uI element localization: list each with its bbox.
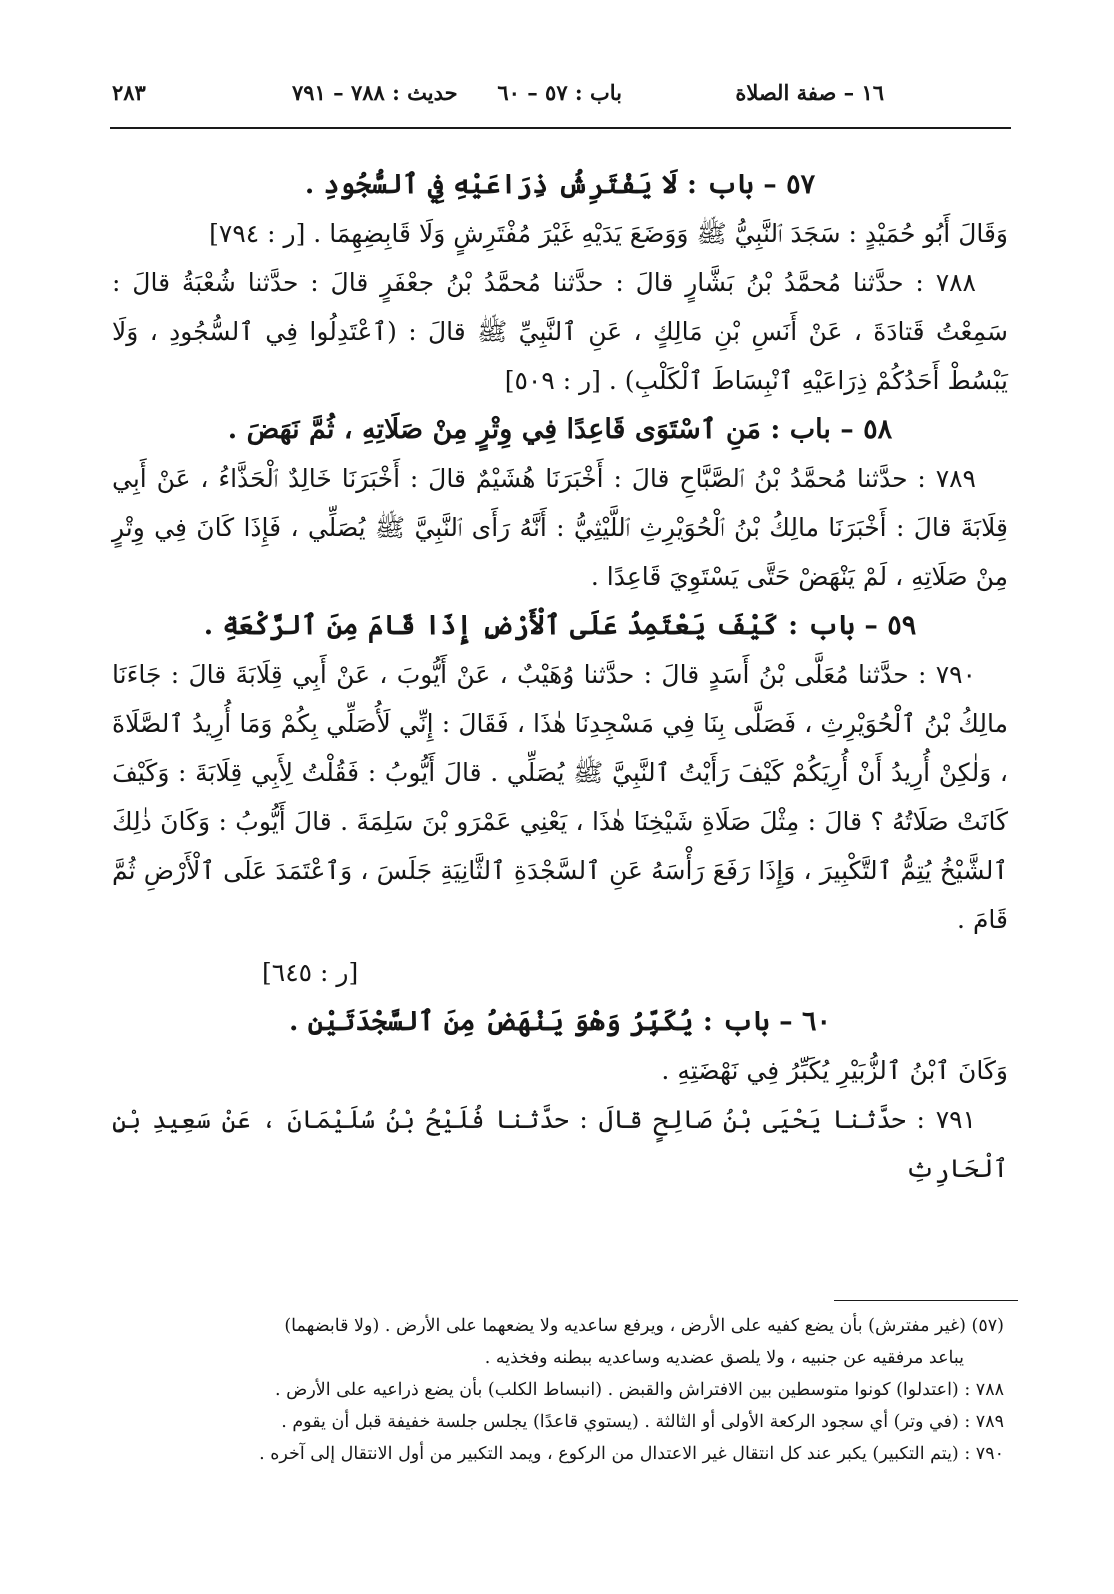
- header-bab-range: باب : ٥٧ – ٦٠: [497, 80, 622, 105]
- main-text: [112, 160, 1008, 1193]
- footnote-788: ٧٨٨ : (اعتدلوا) كونوا متوسطين بين الافتراش والقبض . (انبساط الكلب) بأن يضع ذراعيه على الأرض .: [275, 1380, 1004, 1400]
- footnote-57-continued: يباعد مرفقيه عن جنبيه ، ولا يلصق عضديه وساعديه ببطنه وفخذيه .: [484, 1348, 964, 1368]
- header-hadith-range: حديث : ٧٨٨ – ٧٩١: [292, 80, 458, 105]
- chapter-heading-58: ٥٨ – باب : مَنِ ٱسْتَوَى قَاعِدًا فِي وِتْرٍ مِنْ صَلَاتِهِ ، ثُمَّ نَهَضَ .: [227, 414, 893, 445]
- cross-reference: [ر : ٦٤٥]: [262, 958, 359, 987]
- chapter-heading-59: ٥٩ – باب : كَيْفَ يَعْتَمِدُ عَلَى ٱلْأَرْضِ إِذَا قَامَ مِنَ ٱلرَّكْعَةِ .: [203, 610, 917, 641]
- header-chapter-title: ١٦ – صفة الصلاة: [735, 80, 884, 105]
- hadith-788: ٧٨٨ : حدَّثنا مُحمَّدُ بْنُ بَشَّارٍ قالَ : حدَّثنا مُحمَّدُ بْنُ جعْفَرٍ قالَ : حدَّثنا شُعْبَةُ قالَ : سَمِعْتُ قَتادَةَ ، عَنْ أَنَسِ بْنِ مَالِكٍ ، عَنِ ٱلنَّبِيِّ ﷺ قالَ : (ٱعْتَدِلُوا فِي ٱلسُّجُودِ ، وَلَا يَبْسُطْ أَحَدُكُمْ ذِرَاعَيْهِ ٱنْبِسَاطَ ٱلْكَلْبِ) . [ر : ٥٠٩]: [112, 268, 1009, 395]
- chapter-heading-60: ٦٠ – باب : يُكَبِّرُ وَهْوَ يَنْهَضُ مِنَ ٱلسَّجْدَتَيْنِ .: [289, 1006, 831, 1037]
- hadith-791: ٧٩١ : حدَّثنا يَحْيَى بْنُ صَالِحٍ قالَ : حدَّثنا فُلَيْحُ بْنُ سُلَيْمَانَ ، عَنْ سَعِيدِ بْنِ ٱلْحَارِثِ: [112, 1105, 1008, 1183]
- chapter-heading-57: ٥٧ – باب : لَا يَفْتَرِشُ ذِرَاعَيْهِ فِي ٱلسُّجُودِ .: [304, 169, 816, 200]
- footnote-57: (٥٧) (غير مفترش) بأن يضع كفيه على الأرض ، ويرفع ساعديه ولا يضعهما على الأرض . (ولا قابضهما): [284, 1316, 1004, 1336]
- hadith-790: ٧٩٠ : حدَّثنا مُعَلَّى بْنُ أَسَدٍ قالَ : حدَّثنا وُهَيْبٌ ، عَنْ أَيُّوبَ ، عَنْ أَبِي قِلَابَةَ قالَ : جَاءَنَا مالِكُ بْنُ ٱلْحُوَيْرِثِ ، فَصَلَّى بِنَا فِي مَسْجِدِنَا هٰذَا ، فَقَالَ : إِنِّي لَأُصَلِّي بِكُمْ وَمَا أُرِيدُ ٱلصَّلَاةَ ، وَلٰكِنْ أُرِيدُ أَنْ أُرِيَكُمْ كَيْفَ رَأَيْتُ ٱلنَّبِيَّ ﷺ يُصَلِّي . قالَ أَيُّوبُ : فَقُلْتُ لِأَبِي قِلَابَةَ : وَكَيْفَ كَانَتْ صَلَاتُهُ ؟ قالَ : مِثْلَ صَلَاةِ شَيْخِنَا هٰذَا ، يَعْنِي عَمْرَو بْنَ سَلِمَةَ . قالَ أَيُّوبُ : وَكَانَ ذٰلِكَ ٱلشَّيْخُ يُتِمُّ ٱلتَّكْبِيرَ ، وَإِذَا رَفَعَ رَأْسَهُ عَنِ ٱلسَّجْدَةِ ٱلثَّانِيَةِ جَلَسَ ، وَٱعْتَمَدَ عَلَى ٱلْأَرْضِ ثُمَّ قَامَ .: [112, 660, 1008, 934]
- hadith-789: ٧٨٩ : حدَّثنا مُحمَّدُ بْنُ ٱلصَّبَّاحِ قالَ : أَخْبَرَنَا هُشَيْمٌ قالَ : أَخْبَرَنَا خَالِدٌ ٱلْحَذَّاءُ ، عَنْ أَبِي قِلَابَةَ قالَ : أَخْبَرَنَا مالِكُ بْنُ ٱلْحُوَيْرِثِ ٱللَّيْثِيُّ : أَنَّهُ رَأَى ٱلنَّبِيَّ ﷺ يُصَلِّي ، فَإِذَا كَانَ فِي وِتْرٍ مِنْ صَلَاتِهِ ، لَمْ يَنْهَضْ حَتَّى يَسْتَوِيَ قَاعِدًا .: [112, 464, 1008, 591]
- footnotes: [118, 1310, 1004, 1470]
- header-divider: [110, 127, 1011, 129]
- paragraph: وَقَالَ أَبُو حُمَيْدٍ : سَجَدَ ٱلنَّبِيُّ ﷺ وَوَضَعَ يَدَيْهِ غَيْرَ مُفْتَرِشٍ وَلَا قَابِضِهِمَا . [ر : ٧٩٤]: [209, 219, 1008, 248]
- page-number: ٢٨٣: [112, 80, 146, 105]
- running-header: [112, 80, 1002, 120]
- footnote-divider: [834, 1300, 1018, 1301]
- paragraph: وَكَانَ ٱبْنُ ٱلزُّبَيْرِ يُكَبِّرُ فِي نَهْضَتِهِ .: [661, 1056, 1008, 1085]
- footnote-789: ٧٨٩ : (في وتر) أي سجود الركعة الأولى أو الثالثة . (يستوي قاعدًا) يجلس جلسة خفيفة قبل أن يقوم .: [281, 1412, 1004, 1432]
- footnote-790: ٧٩٠ : (يتم التكبير) يكبر عند كل انتقال غير الاعتدال من الركوع ، ويمد التكبير من أول الانتقال إلى آخره .: [259, 1444, 1004, 1464]
